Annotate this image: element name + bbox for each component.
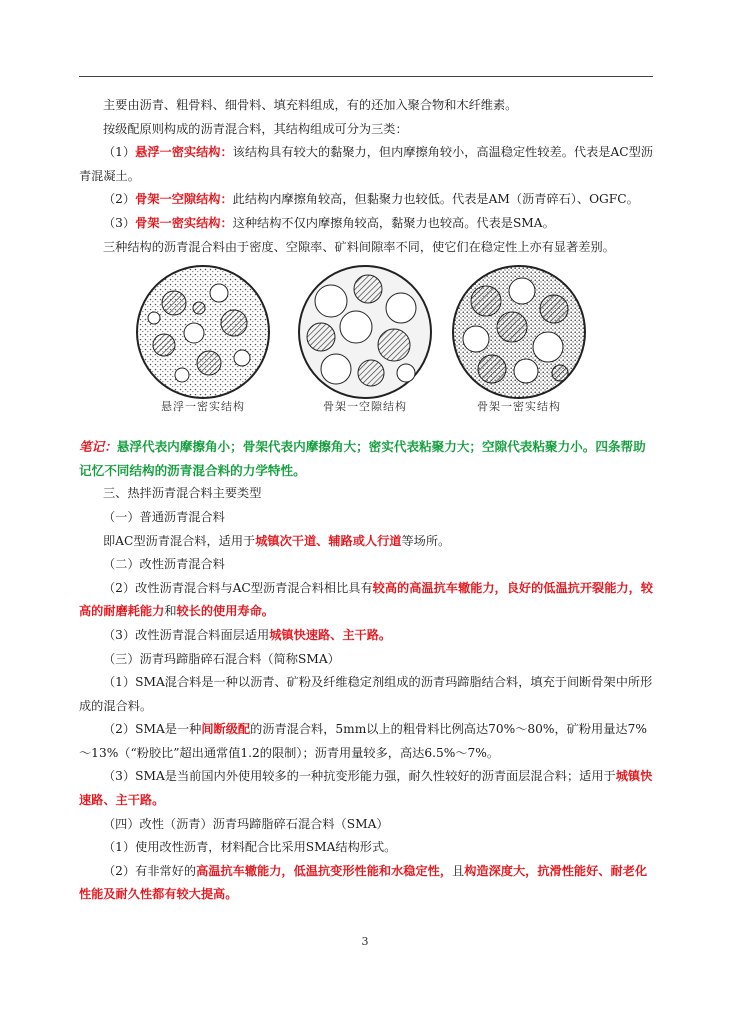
structure-1-text: 该结构具有较大的黏聚力，但内摩擦角较小，高温稳定性较差。代表是AC型沥青混凝土。	[79, 145, 653, 183]
text-run: （2）改性沥青混合料与AC型沥青混合料相比具有	[103, 580, 373, 595]
subsection-4-heading: （四）改性（沥青）沥青玛蹄脂碎石混合料（SMA）	[103, 816, 389, 831]
highlight-run: 城镇快速路、主干路。	[269, 627, 392, 642]
intro-paragraph-2: 按级配原则构成的沥青混合料，其结构组成可分为三类：	[103, 121, 408, 136]
text-run: 等场所。	[401, 533, 451, 548]
structure-figures	[79, 263, 655, 429]
subsection-1-paragraph	[79, 530, 655, 554]
text-run: （3）SMA是当前国内外使用较多的一种抗变形能力强，耐久性较好的沥青面层混合料；适用于	[103, 769, 616, 784]
structure-3-text: 这种结构不仅内摩擦角较高，黏聚力也较高。代表是SMA。	[232, 215, 555, 230]
text-run: 的沥青混合料，5mm以上的粗骨料比例高达70%～80%，矿粉用量达7%～13%（“粉胶比”超出通常值1.2的限制）；沥青用量较多，高达6.5%～7%。	[79, 722, 647, 760]
figure-suspended-dense	[133, 263, 273, 415]
subsection-3-heading: （三）沥青玛蹄脂碎石混合料（简称SMA）	[103, 651, 340, 666]
text-run: 和	[164, 604, 177, 619]
structure-2-prefix: （2）	[103, 192, 136, 207]
note-label: 笔记：	[79, 439, 117, 455]
figure-2-caption: 骨架一空隙结构	[323, 400, 407, 414]
subsection-1-heading: （一）普通沥青混合料	[103, 509, 225, 524]
text-run: 即AC型沥青混合料，适用于	[103, 533, 256, 548]
subsection-2-paragraph-3	[79, 624, 655, 648]
note-text: 悬浮代表内摩擦角小；骨架代表内摩擦角大；密实代表粘聚力大；空隙代表粘聚力小。四条帮助记忆不同结构的沥青混合料的力学特性。	[79, 439, 646, 478]
structures-summary: 三种结构的沥青混合料由于密度、空隙率、矿料间隙率不同，使它们在稳定性上亦有显著差别。	[103, 239, 615, 254]
figure-1-caption: 悬浮一密实结构	[161, 400, 245, 414]
highlight-run: 城镇快速路、主干路。	[79, 769, 653, 808]
subsection-3-paragraph-3	[79, 765, 655, 812]
text-run: （2）SMA是一种	[103, 722, 202, 737]
text-run: （2）有非常好的	[103, 863, 197, 878]
figure-skeleton-void	[295, 263, 435, 415]
subsection-4-paragraph-2	[79, 860, 655, 907]
structure-1-name: 悬浮一密实结构：	[135, 145, 233, 160]
page-body	[79, 94, 655, 907]
subsection-2-heading: （二）改性沥青混合料	[103, 557, 225, 572]
subsection-3-paragraph-2	[79, 718, 655, 765]
text-run: 且	[452, 863, 465, 878]
study-note	[79, 435, 655, 482]
skeleton-dense-structure-diagram	[450, 263, 588, 401]
page-number: 3	[361, 935, 369, 948]
skeleton-void-structure-diagram	[296, 263, 434, 401]
subsection-4-paragraph-1: （1）使用改性沥青，材料配合比采用SMA结构形式。	[103, 840, 397, 855]
structure-2	[79, 188, 655, 212]
highlight-run: 城镇次干道、辅路或人行道	[255, 533, 402, 548]
subsection-2-paragraph-2	[79, 577, 655, 624]
highlight-run: 较长的使用寿命。	[176, 604, 274, 619]
structure-2-name: 骨架一空隙结构：	[135, 192, 233, 207]
structure-3-name: 骨架一密实结构：	[135, 215, 233, 230]
figure-3-caption: 骨架一密实结构	[477, 400, 561, 414]
structure-1-prefix: （1）	[103, 145, 136, 160]
structure-3-prefix: （3）	[103, 215, 136, 230]
section-3-heading: 三、热拌沥青混合料主要类型	[103, 486, 262, 501]
intro-paragraph-1: 主要由沥青、粗骨料、细骨料、填充料组成，有的还加入聚合物和木纤维素。	[103, 98, 518, 112]
subsection-3-paragraph-1: （1）SMA混合料是一种以沥青、矿粉及纤维稳定剂组成的沥青玛蹄脂结合料，填充于间断骨架中所形成的混合料。	[79, 675, 653, 713]
structure-2-text: 此结构内摩擦角较高，但黏聚力也较低。代表是AM（沥青碎石）、OGFC。	[232, 192, 639, 207]
suspended-dense-structure-diagram	[134, 263, 272, 401]
structure-1	[79, 141, 655, 188]
figure-skeleton-dense	[449, 263, 589, 415]
highlight-run: 间断级配	[201, 722, 251, 737]
highlight-run: 构造深度大，抗滑性能好、耐老化性能及耐久性都有较大提高。	[79, 863, 648, 902]
structure-3	[79, 212, 655, 236]
text-run: （3）改性沥青混合料面层适用	[103, 627, 270, 642]
highlight-run: 高温抗车辙能力，低温抗变形性能和水稳定性，	[196, 863, 453, 878]
highlight-run: 较高的高温抗车辙能力，良好的低温抗开裂能力，较高的耐磨耗能力	[79, 580, 653, 619]
header-rule	[79, 76, 653, 77]
